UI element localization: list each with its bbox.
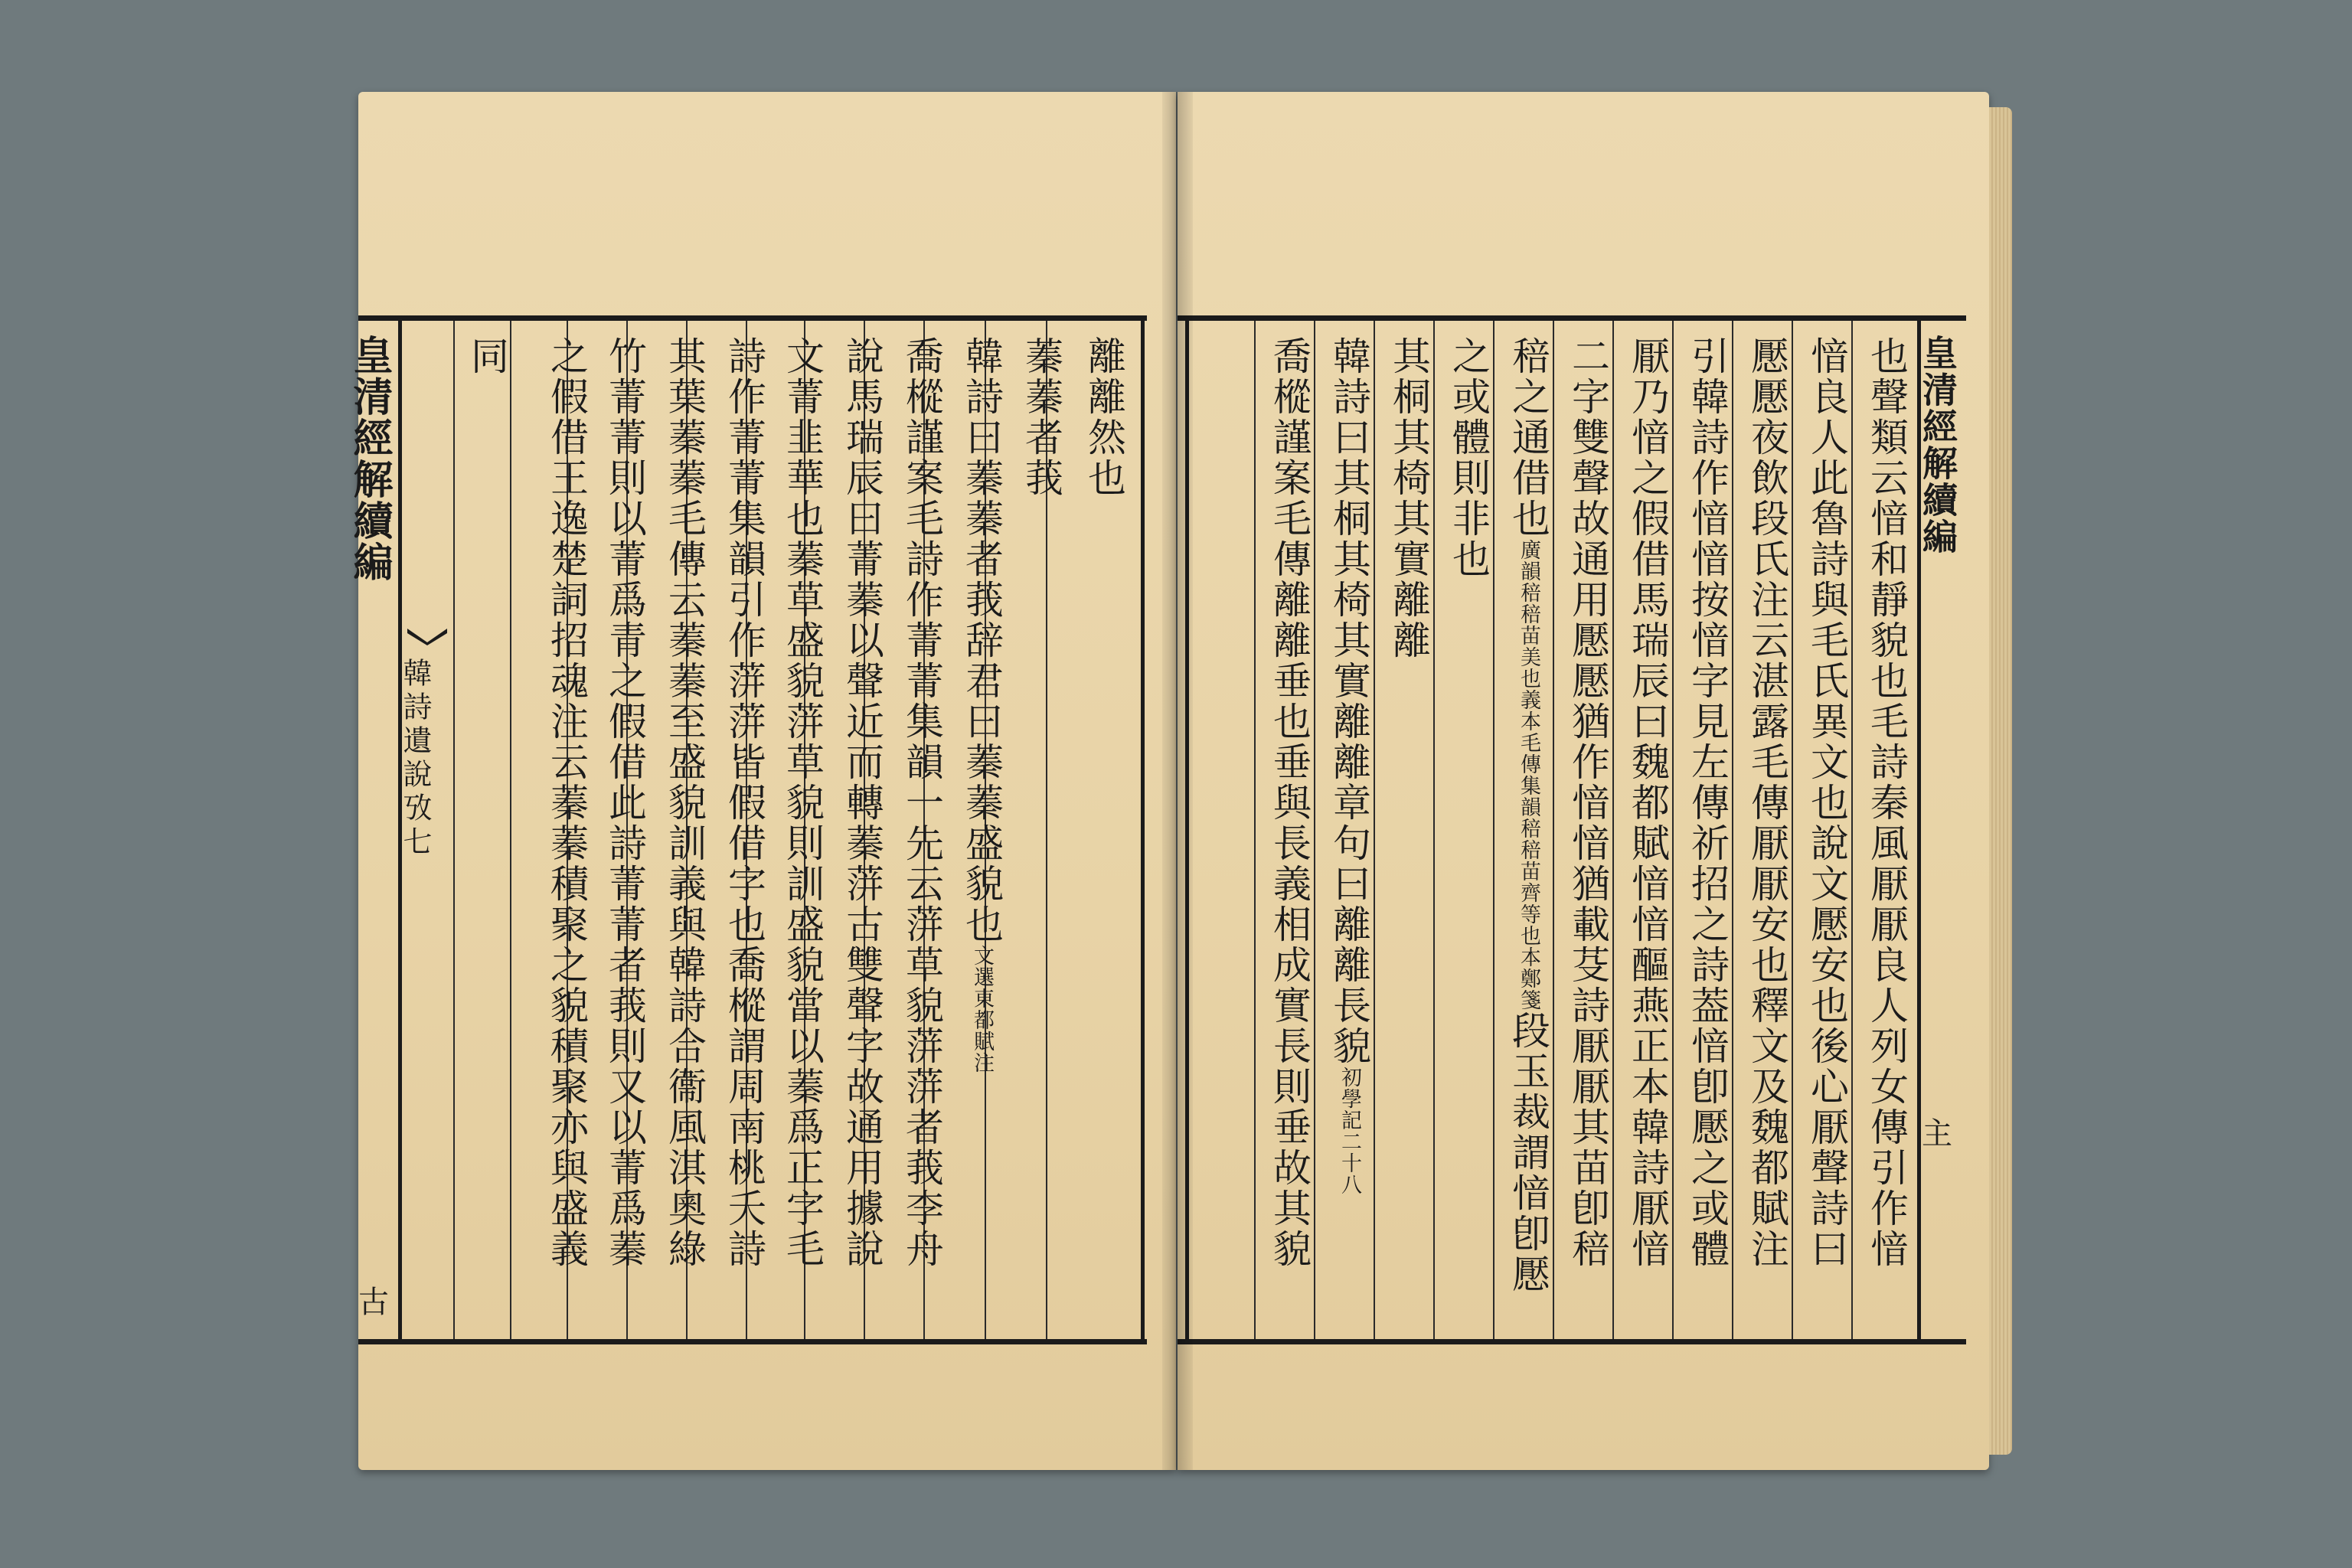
right-text-column-10: 韓詩曰其桐其椅其實離離章句曰離離長貌初學記二十八	[1327, 336, 1371, 1195]
right-column-10-note: 初學記二十八	[1338, 1067, 1361, 1195]
text-column-9: 竹菁菁則以菁爲青之假借此詩菁菁者莪則又以菁爲蓁	[603, 336, 647, 1269]
book-gutter	[1162, 92, 1193, 1470]
text-column-1: 離離然也	[1082, 336, 1126, 498]
text-column-3: 韓詩曰蓁蓁者莪辞君曰蓁蓁盛貌也文選東都賦注	[959, 336, 1004, 1073]
text-column-7: 詩作菁菁集韻引作蓱蓱皆假借字也喬樅謂周南桃夭詩	[722, 336, 766, 1269]
text-column-5: 說馬瑞辰曰菁蓁以聲近而轉蓁蓱古雙聲字故通用據說	[840, 336, 884, 1269]
text-column-8: 其葉蓁蓁毛傳云蓁蓁至盛貌訓義與韓詩合衞風淇奧綠	[662, 336, 707, 1269]
right-column-7-tail: 段玉裁謂愔卽懕	[1506, 1011, 1550, 1295]
right-column-7-note: 廣韻稖稖苗美也義本毛傳集韻稖稖苗齊等也本鄭箋	[1517, 539, 1540, 1011]
text-column-11: 同	[465, 336, 509, 377]
left-print-frame	[346, 315, 1147, 1344]
right-text-column-8: 之或體則非也	[1446, 336, 1491, 580]
right-text-column-5: 厭乃愔之假借馬瑞辰曰魏都賦愔愔醧燕正本韓詩厭愔	[1625, 336, 1670, 1269]
right-text-column-7: 稖之通借也廣韻稖稖苗美也義本毛傳集韻稖稖苗齊等也本鄭箋段玉裁謂愔卽懕	[1506, 336, 1550, 1295]
right-block-title: 皇清經解續編	[1917, 335, 1958, 555]
left-block-title: 皇清經解續編	[346, 335, 393, 583]
open-book	[346, 84, 2012, 1478]
text-column-6: 文菁韭華也蓁草盛貌蓱草貌則訓盛貌當以蓁爲正字毛	[780, 336, 825, 1269]
text-column-4: 喬樅謹案毛詩作菁菁集韻一先云蓱草貌蓱蓱者莪李舟	[900, 336, 944, 1269]
right-print-frame	[1178, 315, 1966, 1344]
right-text-column-6: 二字雙聲故通用懕懕猶作愔愔猶載芟詩厭厭其苗卽稖	[1566, 336, 1610, 1269]
left-page-number: 古	[358, 1285, 389, 1320]
right-text-column-9: 其桐其椅其實離離	[1387, 336, 1431, 661]
right-text-column-11: 喬樅謹案毛傳離離垂也垂與長義相成實長則垂故其貌	[1267, 336, 1312, 1269]
page-edges	[1989, 107, 2012, 1455]
fish-tail-mark-icon	[406, 627, 449, 647]
left-page	[346, 92, 1176, 1470]
column-3-note: 文選東都賦注	[970, 945, 994, 1073]
right-page-number: 主	[1922, 1116, 1952, 1152]
right-text-column-4: 引韓詩作愔愔按愔字見左傳祈招之詩葢愔卽懕之或體	[1685, 336, 1730, 1269]
right-page	[1178, 92, 1989, 1470]
right-text-column-2: 愔良人此魯詩與毛氏異文也說文懕安也後心厭聲詩曰	[1805, 336, 1849, 1269]
text-column-10: 之假借王逸楚詞招魂注云蓁蓁積聚之貌積聚亦與盛義	[544, 336, 589, 1269]
text-column-2: 蓁蓁者莪	[1019, 336, 1063, 498]
left-section-label: 韓詩遺說攷七	[398, 658, 432, 860]
right-text-column-3: 懕懕夜飲段氏注云湛露毛傳厭厭安也釋文及魏都賦注	[1745, 336, 1789, 1269]
right-text-column-1: 也聲類云愔和靜貌也毛詩秦風厭厭良人列女傳引作愔	[1864, 336, 1909, 1269]
